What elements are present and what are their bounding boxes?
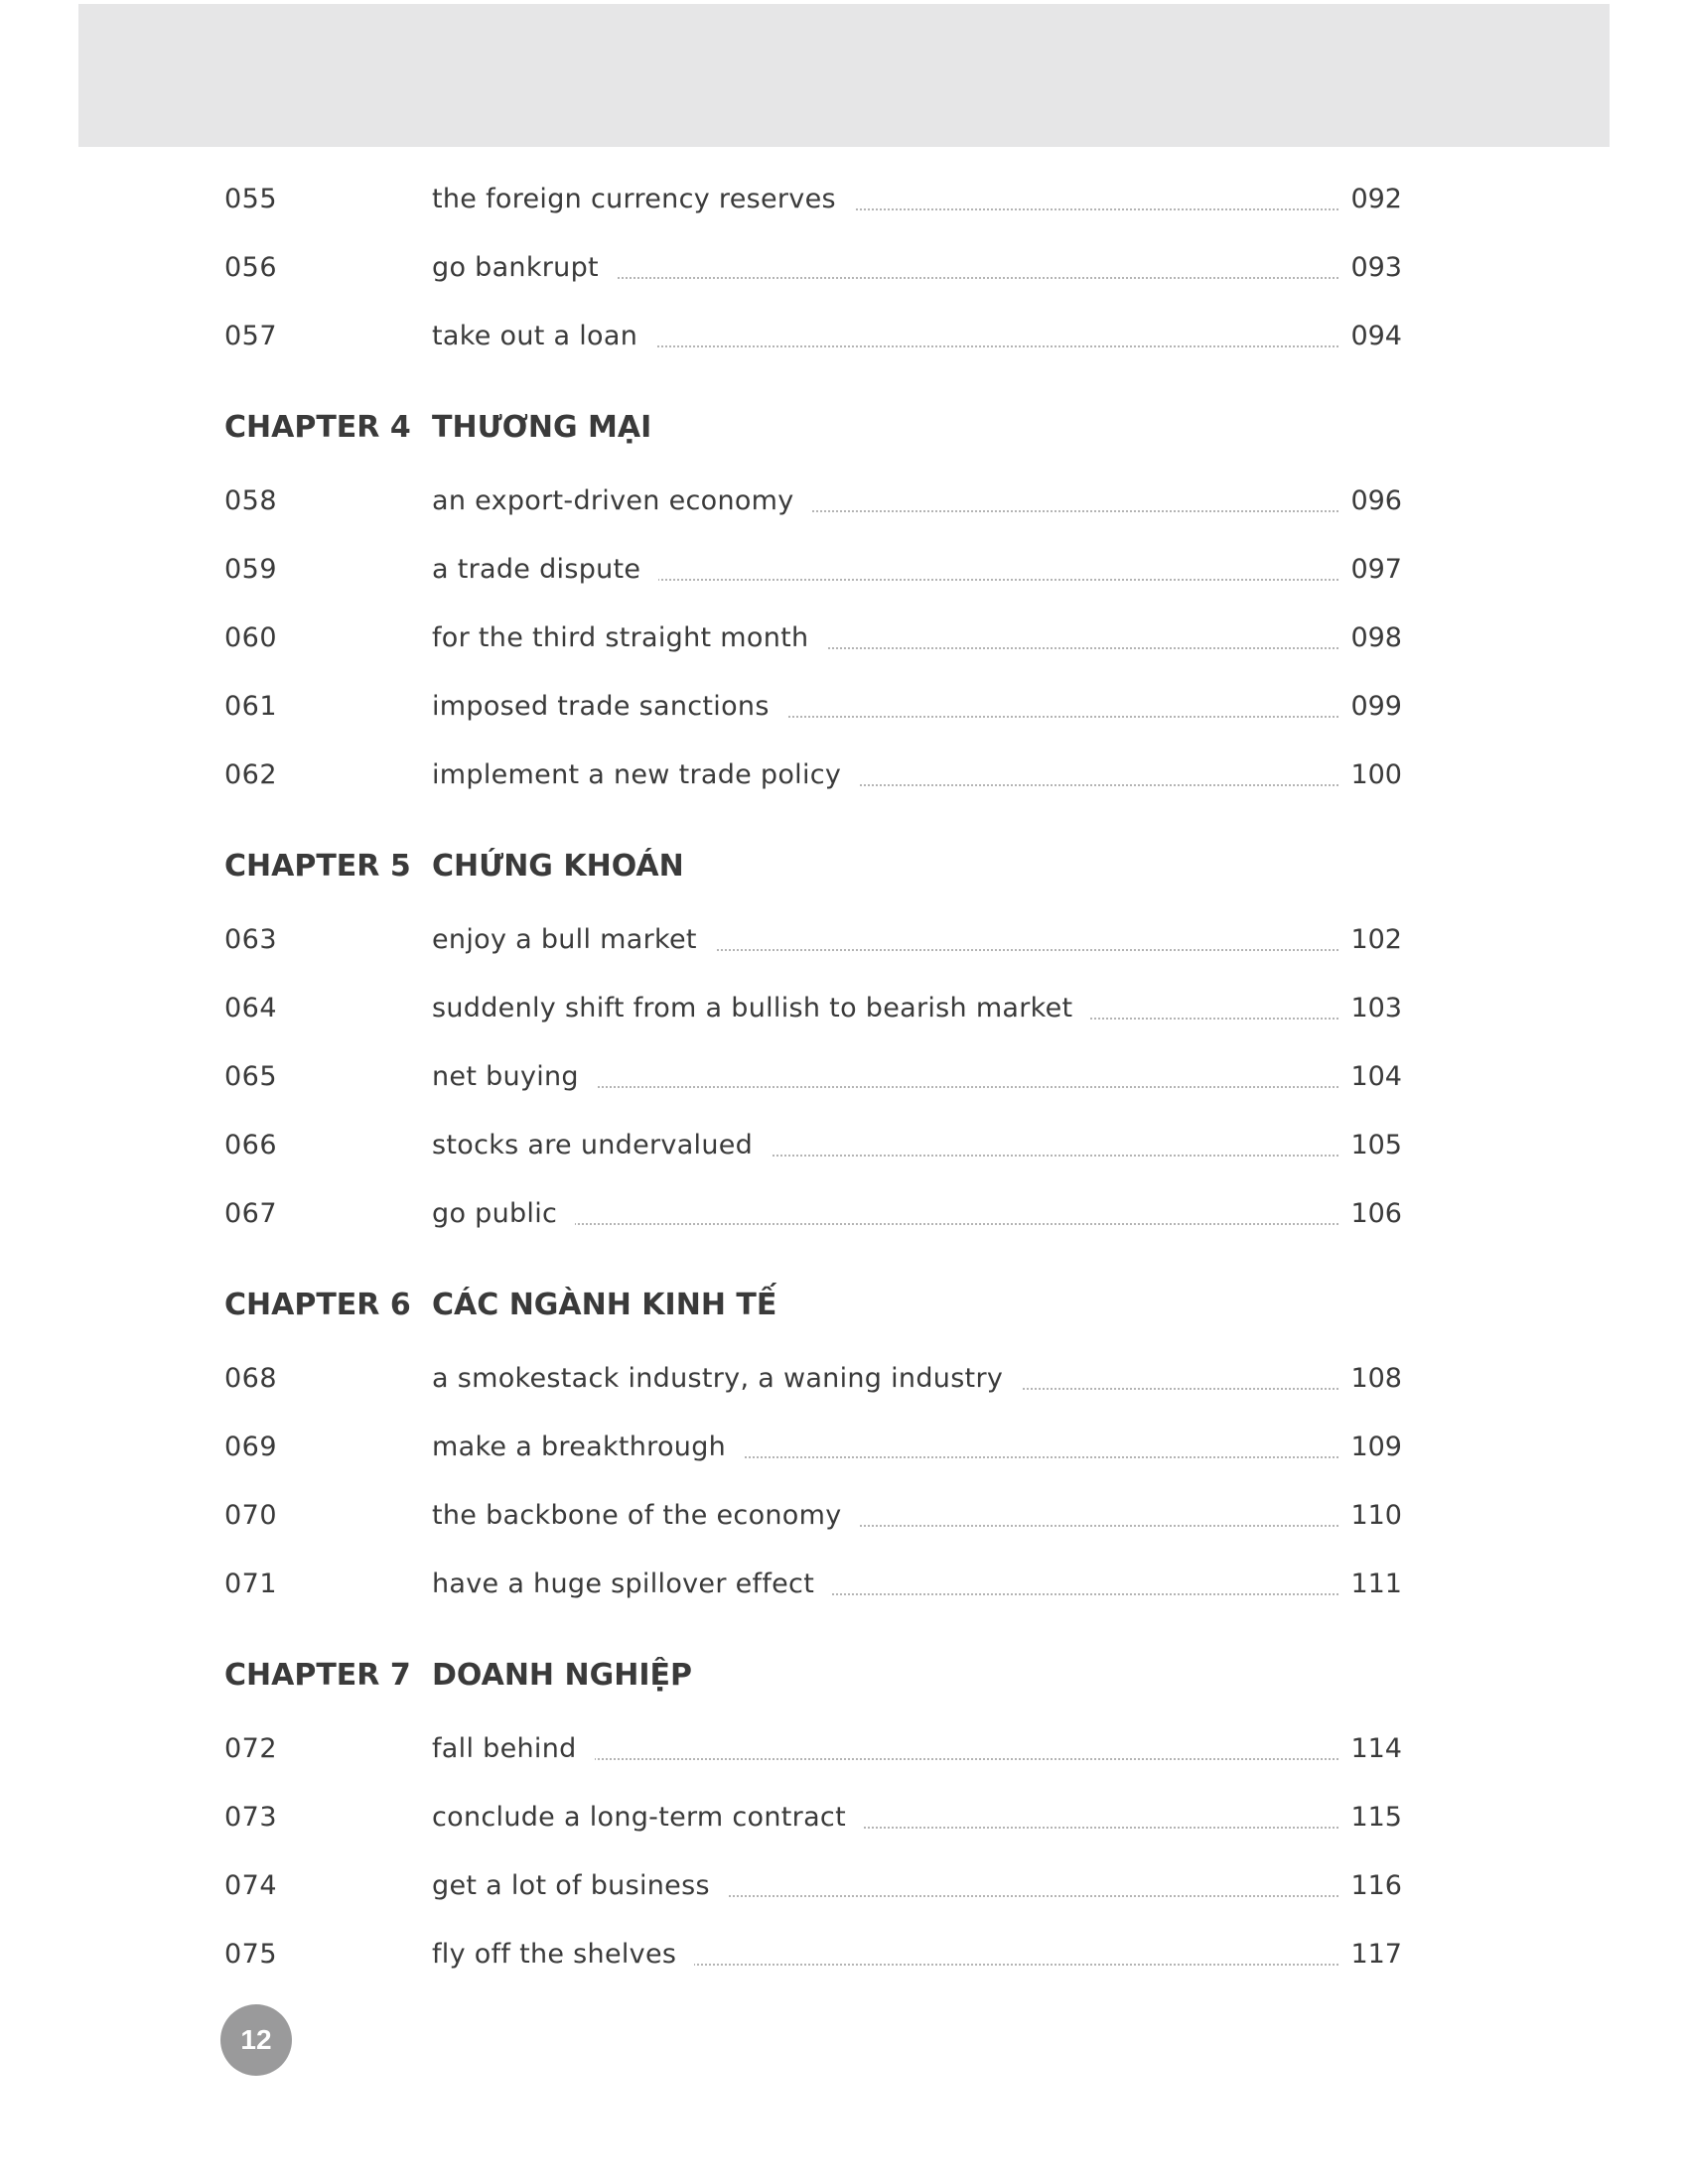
entry-page: 099 — [1338, 685, 1402, 729]
entry-title: enjoy a bull market — [432, 918, 715, 962]
entry-page: 105 — [1338, 1124, 1402, 1167]
toc-entry[interactable] — [224, 1796, 1402, 1840]
toc-entry[interactable] — [224, 987, 1402, 1030]
entry-number: 061 — [224, 691, 278, 722]
entry-title: have a huge spillover effect — [432, 1563, 832, 1606]
toc-entry[interactable] — [224, 918, 1402, 962]
entry-page: 092 — [1338, 178, 1402, 221]
chapter-title: CÁC NGÀNH KINH TẾ — [432, 1288, 777, 1322]
entry-title: fall behind — [432, 1727, 595, 1771]
entry-title: get a lot of business — [432, 1864, 728, 1908]
entry-title: suddenly shift from a bullish to bearish market — [432, 987, 1090, 1030]
entry-number: 065 — [224, 1061, 278, 1092]
entry-title: take out a loan — [432, 315, 655, 358]
entry-page: 110 — [1338, 1494, 1402, 1538]
entry-title: the backbone of the economy — [432, 1494, 860, 1538]
chapter-label: CHAPTER 4 — [224, 410, 411, 445]
entry-page: 111 — [1338, 1563, 1402, 1606]
entry-title: for the third straight month — [432, 616, 826, 660]
entry-number: 069 — [224, 1432, 278, 1462]
entry-number: 073 — [224, 1802, 278, 1833]
entry-page: 098 — [1338, 616, 1402, 660]
entry-number: 074 — [224, 1870, 278, 1901]
entry-title: an export-driven economy — [432, 479, 812, 523]
chapter-heading[interactable] — [224, 1284, 1402, 1327]
entry-page: 114 — [1338, 1727, 1402, 1771]
chapter-title: CHỨNG KHOÁN — [432, 849, 684, 884]
entry-title: go bankrupt — [432, 246, 617, 290]
entry-number: 063 — [224, 924, 278, 955]
entry-page: 108 — [1338, 1357, 1402, 1401]
toc-entry[interactable] — [224, 616, 1402, 660]
entry-page: 104 — [1338, 1055, 1402, 1099]
entry-number: 060 — [224, 622, 278, 653]
entry-title: go public — [432, 1192, 575, 1236]
toc-entry[interactable] — [224, 315, 1402, 358]
entry-title: implement a new trade policy — [432, 753, 859, 797]
entry-page: 109 — [1338, 1426, 1402, 1469]
toc-entry[interactable] — [224, 1563, 1402, 1606]
entry-title: the foreign currency reserves — [432, 178, 854, 221]
entry-number: 055 — [224, 184, 278, 214]
entry-title: conclude a long-term contract — [432, 1796, 864, 1840]
chapter-heading[interactable] — [224, 845, 1402, 888]
entry-number: 068 — [224, 1363, 278, 1394]
entry-number: 064 — [224, 993, 278, 1024]
entry-number: 056 — [224, 252, 278, 283]
entry-title: imposed trade sanctions — [432, 685, 787, 729]
entry-page: 103 — [1338, 987, 1402, 1030]
toc-entry[interactable] — [224, 685, 1402, 729]
entry-title: fly off the shelves — [432, 1933, 694, 1977]
toc-entry[interactable] — [224, 246, 1402, 290]
toc-entry[interactable] — [224, 1192, 1402, 1236]
chapter-label: CHAPTER 5 — [224, 849, 411, 884]
chapter-label: CHAPTER 7 — [224, 1658, 411, 1693]
entry-page: 093 — [1338, 246, 1402, 290]
chapter-heading[interactable] — [224, 406, 1402, 450]
entry-number: 058 — [224, 485, 278, 516]
chapter-heading[interactable] — [224, 1654, 1402, 1698]
entry-title: stocks are undervalued — [432, 1124, 771, 1167]
entry-title: make a breakthrough — [432, 1426, 744, 1469]
toc-entry[interactable] — [224, 1933, 1402, 1977]
entry-page: 100 — [1338, 753, 1402, 797]
toc-entry[interactable] — [224, 1727, 1402, 1771]
entry-number: 071 — [224, 1569, 278, 1599]
toc-entry[interactable] — [224, 1124, 1402, 1167]
entry-page: 094 — [1338, 315, 1402, 358]
toc-entry[interactable] — [224, 1426, 1402, 1469]
entry-number: 070 — [224, 1500, 278, 1531]
chapter-title: THƯƠNG MẠI — [432, 410, 652, 445]
toc-entry[interactable] — [224, 178, 1402, 221]
entry-number: 057 — [224, 321, 278, 351]
chapter-title: DOANH NGHIỆP — [432, 1658, 692, 1693]
toc-entry[interactable] — [224, 1494, 1402, 1538]
entry-page: 097 — [1338, 548, 1402, 592]
entry-title: net buying — [432, 1055, 597, 1099]
entry-number: 066 — [224, 1130, 278, 1160]
entry-page: 102 — [1338, 918, 1402, 962]
toc-entry[interactable] — [224, 548, 1402, 592]
page-number-badge: 12 — [220, 2004, 292, 2076]
entry-page: 116 — [1338, 1864, 1402, 1908]
toc-entry[interactable] — [224, 1357, 1402, 1401]
entry-title: a smokestack industry, a waning industry — [432, 1357, 1021, 1401]
entry-number: 075 — [224, 1939, 278, 1970]
entry-number: 067 — [224, 1198, 278, 1229]
entry-page: 096 — [1338, 479, 1402, 523]
entry-title: a trade dispute — [432, 548, 658, 592]
entry-page: 106 — [1338, 1192, 1402, 1236]
toc-entry[interactable] — [224, 1864, 1402, 1908]
chapter-label: CHAPTER 6 — [224, 1288, 411, 1322]
entry-number: 059 — [224, 554, 278, 585]
toc-entry[interactable] — [224, 1055, 1402, 1099]
dot-leader — [432, 1223, 1402, 1225]
toc-entry[interactable] — [224, 479, 1402, 523]
toc-entry[interactable] — [224, 753, 1402, 797]
entry-page: 115 — [1338, 1796, 1402, 1840]
entry-page: 117 — [1338, 1933, 1402, 1977]
entry-number: 062 — [224, 759, 278, 790]
entry-number: 072 — [224, 1733, 278, 1764]
